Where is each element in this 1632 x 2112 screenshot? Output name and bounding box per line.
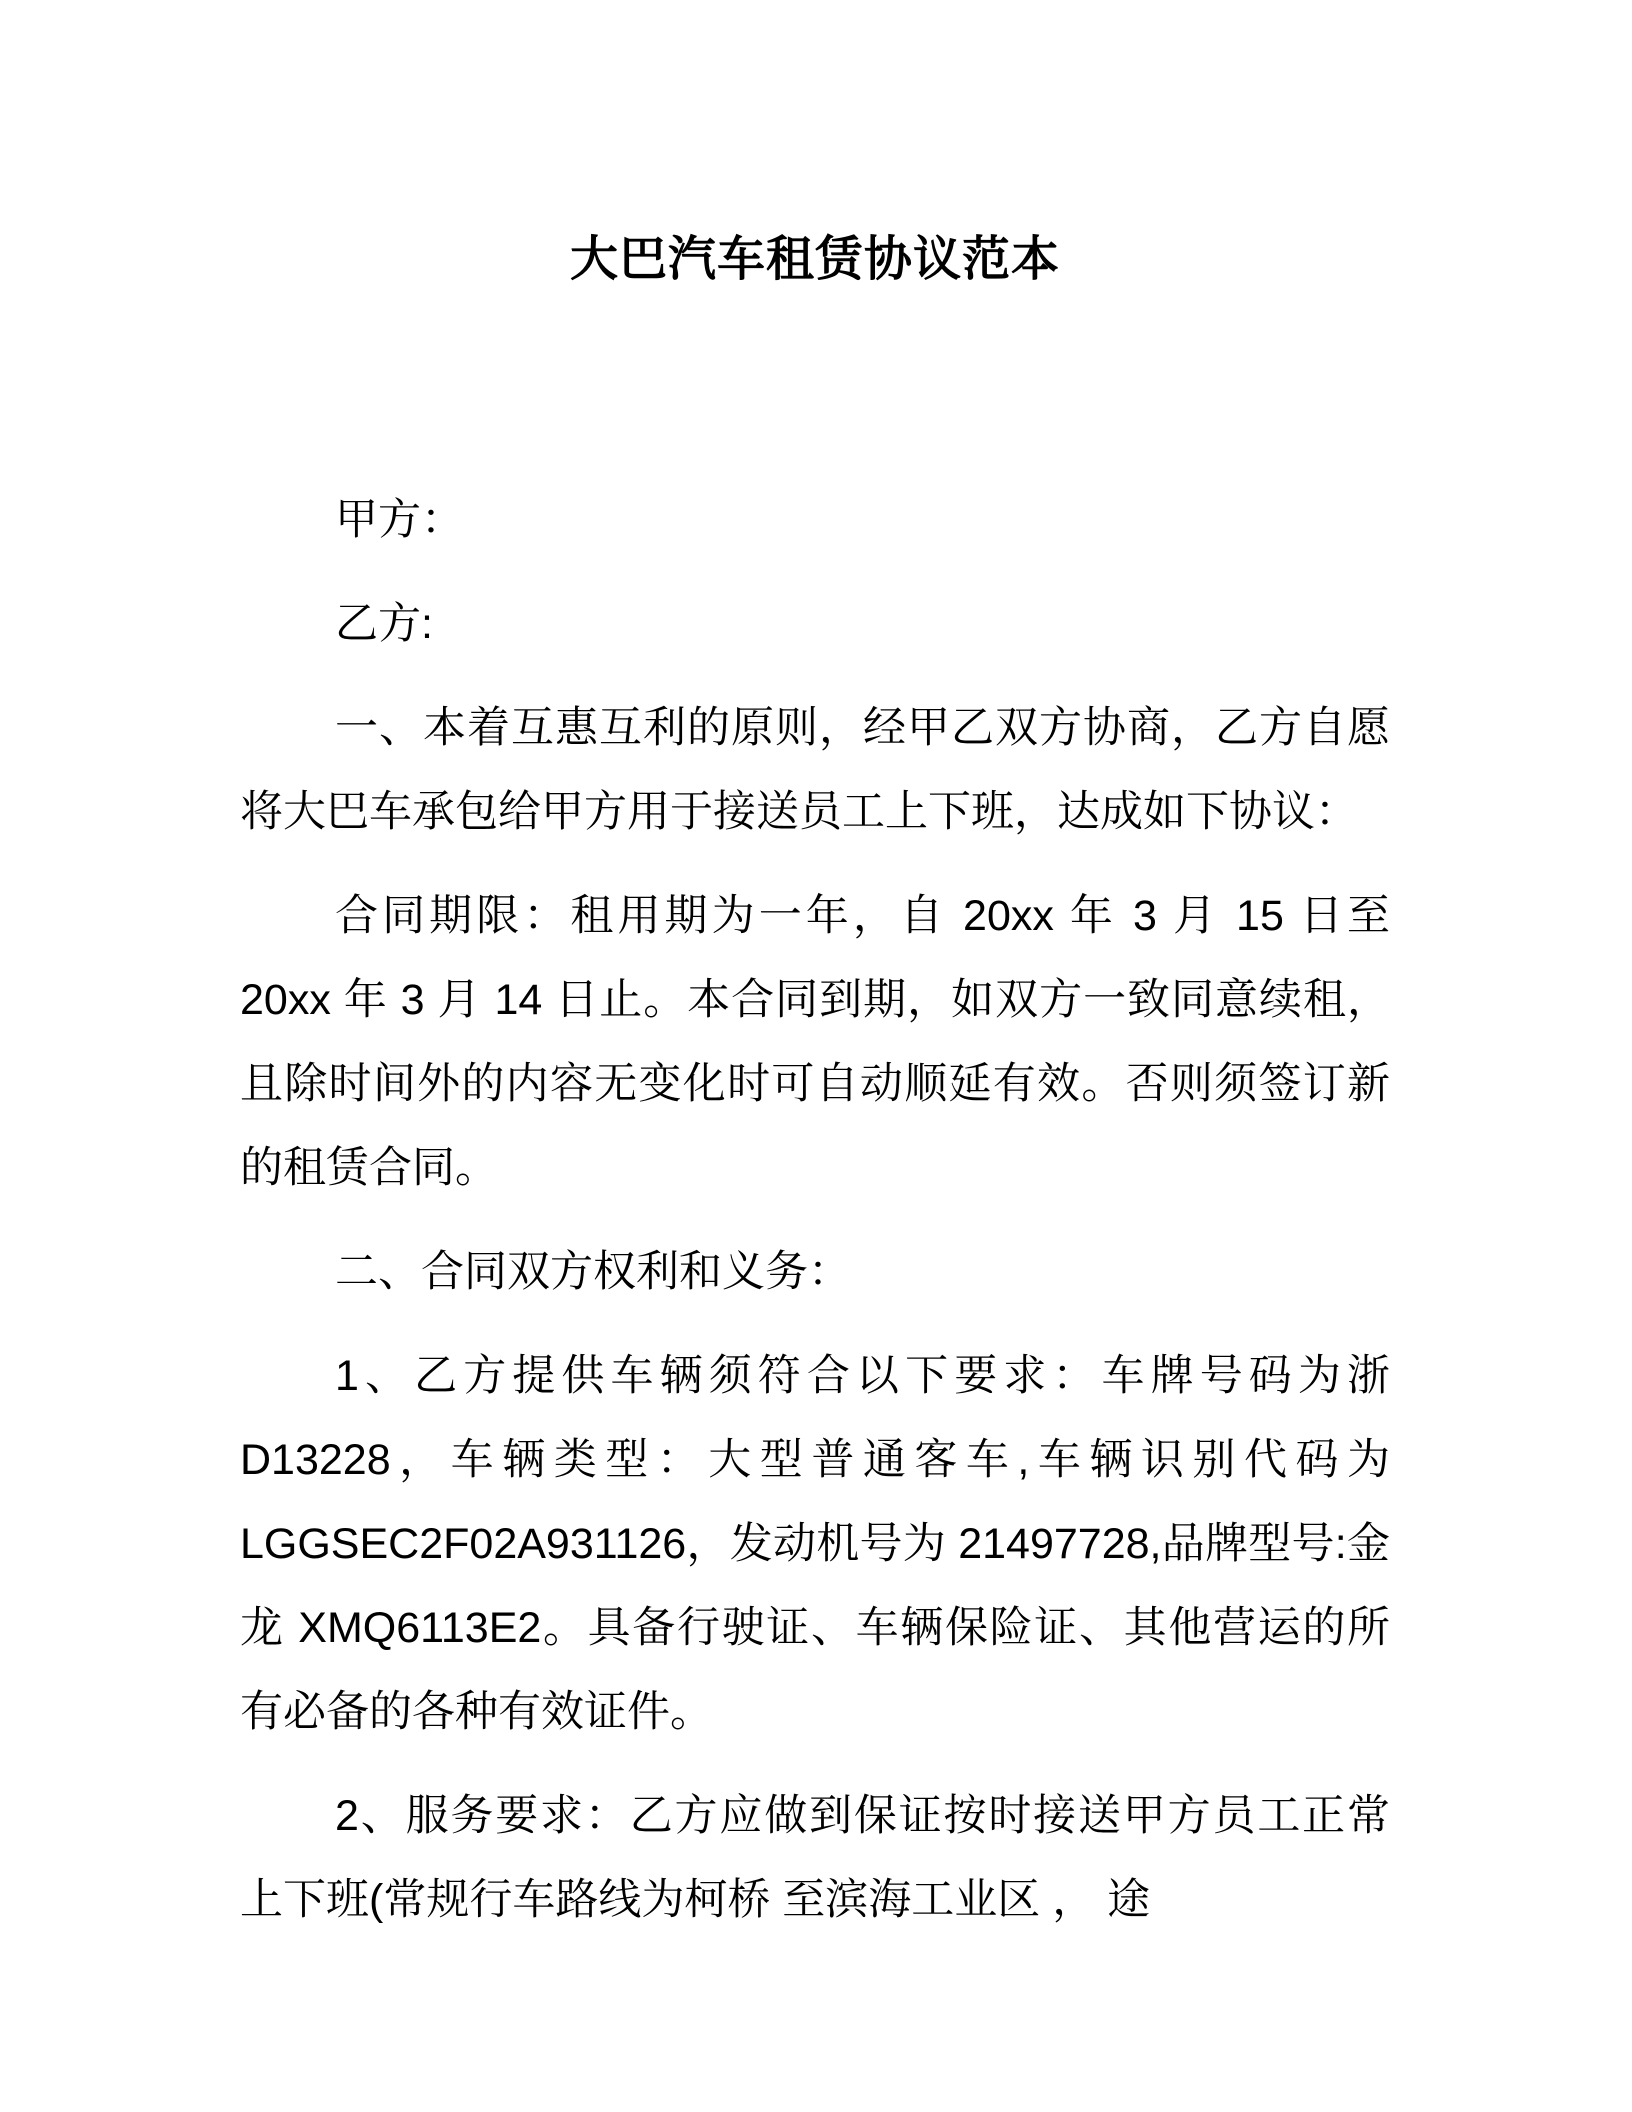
paragraph-party-b: 乙方: [335, 600, 433, 648]
document-title: 大巴汽车租赁协议范本 [569, 233, 1060, 286]
paragraph-contract-term: 合同期限：租用期为一年，自 20xx 年 3 月 15 日至 20xx 年 3 月 14 日止。本合同到期，如双方一致同意续租，且除时间外的内容无变化时可自动顺延有效。否则须签订新的租赁合同。 [240, 892, 1390, 1192]
paragraph-clause-2-heading: 二、合同双方权利和义务： [335, 1248, 851, 1296]
paragraph-vehicle-requirements: 1、乙方提供车辆须符合以下要求：车牌号码为浙 D13228，车辆类型：大型普通客车,车辆识别代码为 LGGSEC2F02A931126，发动机号为 21497728,品牌型号:金龙 XMQ6113E2。具备行驶证、车辆保险证、其他营运的所有必备的各种有效证件。 [240, 1352, 1390, 1736]
document-body [240, 478, 1390, 1942]
paragraph-clause-1-preamble: 一、本着互惠互利的原则，经甲乙双方协商，乙方自愿将大巴车承包给甲方用于接送员工上下班，达成如下协议： [240, 704, 1390, 836]
paragraph-service-requirements: 2、服务要求：乙方应做到保证按时接送甲方员工正常上下班(常规行车路线为柯桥 至滨海工业区 ， 途 [240, 1792, 1390, 1924]
paragraph-party-a: 甲方： [335, 496, 464, 544]
